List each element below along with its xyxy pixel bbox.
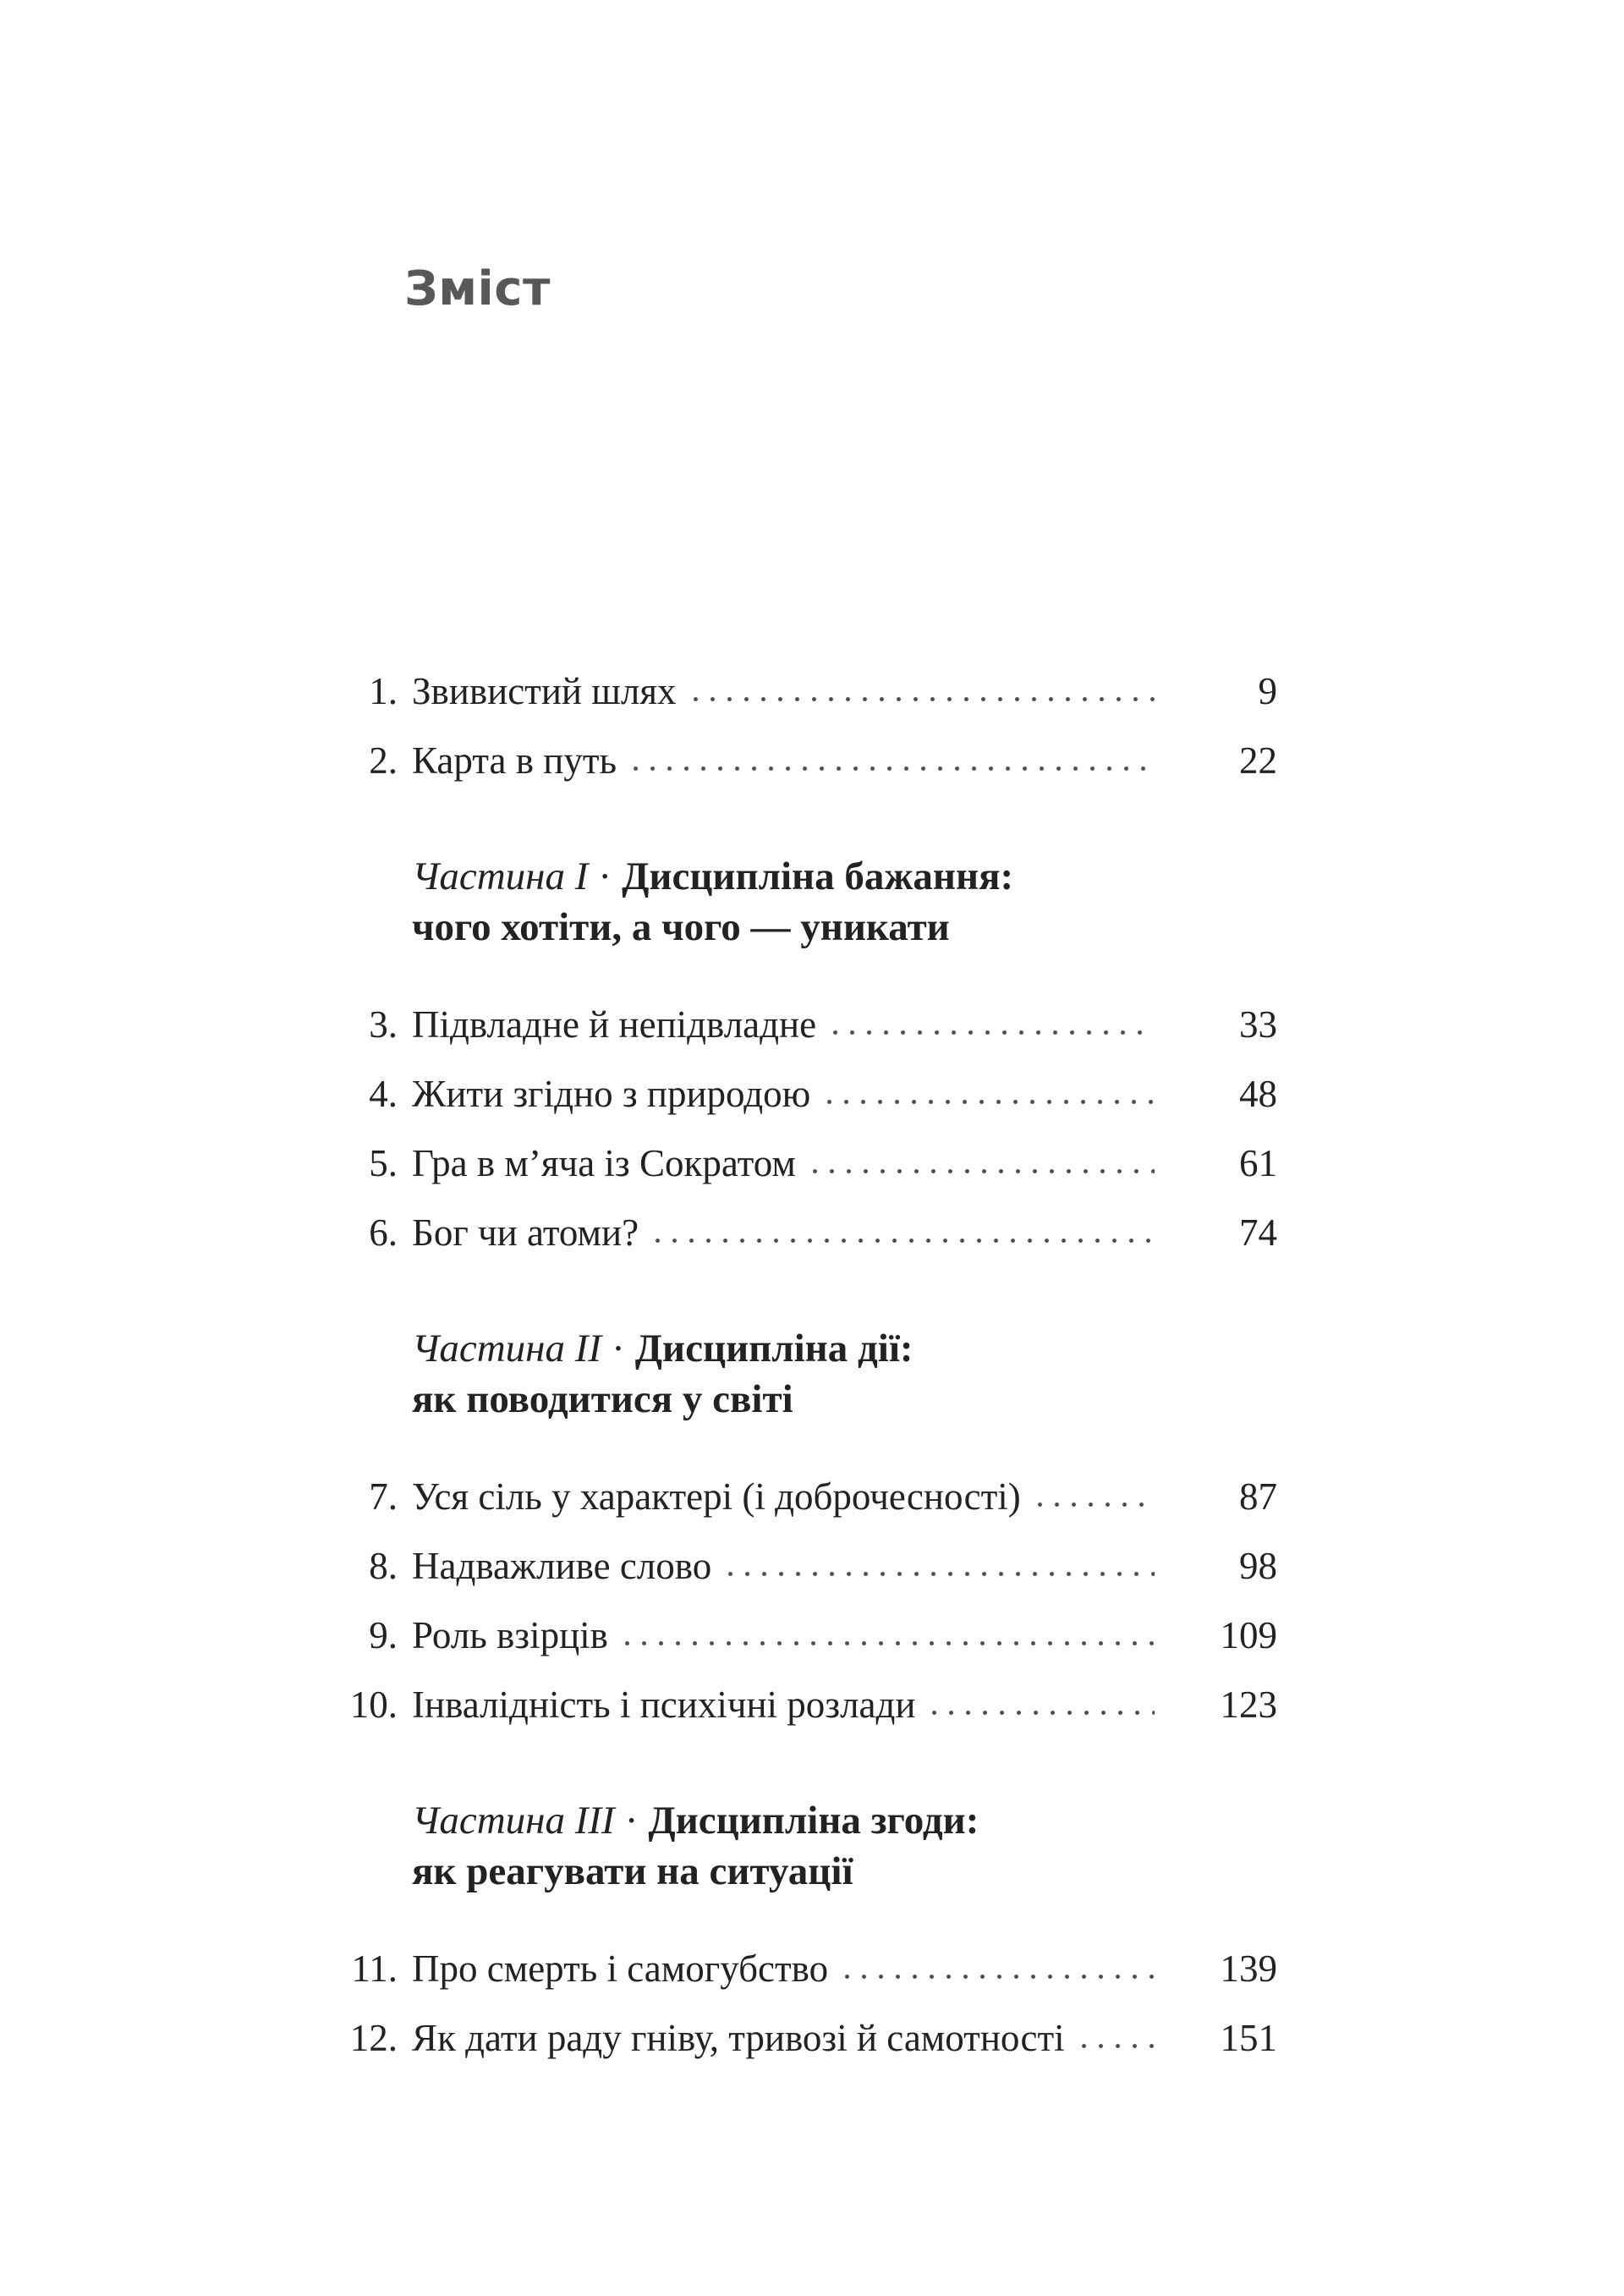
part-heading — [338, 1323, 1277, 1425]
dot-leader — [809, 1129, 1155, 1198]
toc-entry — [338, 2003, 1277, 2073]
part-label: Частина I — [412, 854, 589, 898]
toc-entry-page: 151 — [1220, 2017, 1277, 2059]
toc-entry-page: 123 — [1220, 1684, 1277, 1726]
dot-leader — [725, 1531, 1155, 1601]
toc-entry-number: 12. — [349, 2017, 398, 2059]
toc-entry — [338, 1462, 1277, 1531]
part-separator: · — [598, 854, 612, 898]
dot-leader — [622, 1601, 1155, 1670]
toc-entry-number: 11. — [351, 1947, 398, 1990]
dot-leader — [652, 1198, 1155, 1267]
toc-entry — [338, 1670, 1277, 1739]
toc-entry — [338, 1198, 1277, 1267]
dot-leader — [690, 656, 1155, 726]
toc-entry-number: 7. — [369, 1475, 398, 1518]
toc-entry-title: Карта в путь — [412, 739, 617, 782]
toc-entry-number: 3. — [369, 1003, 398, 1046]
toc-entry — [338, 726, 1277, 795]
part-title-line1: Дисципліна дії: — [634, 1327, 914, 1370]
toc-entry-title: Як дати раду гніву, тривозі й самотності — [412, 2017, 1065, 2059]
toc-entry-page: 98 — [1239, 1545, 1277, 1587]
toc-entry-title: Жити згідно з природою — [412, 1073, 811, 1115]
toc-entry-number: 8. — [369, 1545, 398, 1587]
toc-entry — [338, 1129, 1277, 1198]
toc-entry — [338, 1601, 1277, 1670]
toc-entry-page: 109 — [1220, 1614, 1277, 1656]
part-heading-line1 — [412, 1323, 1277, 1374]
dot-leader — [1034, 1462, 1155, 1531]
part-heading — [338, 1795, 1277, 1897]
toc-entry-page: 61 — [1239, 1142, 1277, 1184]
toc-entry-number: 5. — [369, 1142, 398, 1184]
toc-entry-title: Надважливе слово — [412, 1545, 712, 1587]
dot-leader — [842, 1934, 1155, 2003]
toc-entry — [338, 1059, 1277, 1129]
part-title-line2: як поводитися у світі — [412, 1377, 793, 1421]
part-label: Частина II — [412, 1327, 602, 1370]
toc-entry-number: 10. — [349, 1684, 398, 1726]
toc-entry-title: Інвалідність і психічні розлади — [412, 1684, 916, 1726]
toc-entry-number: 9. — [369, 1614, 398, 1656]
dot-leader — [929, 1670, 1155, 1739]
toc-entry-page: 74 — [1239, 1211, 1277, 1254]
part-title-line1: Дисципліна згоди: — [648, 1799, 979, 1843]
toc-entry-title: Бог чи атоми? — [412, 1211, 639, 1254]
toc-entry-page: 22 — [1239, 739, 1277, 782]
toc-entry-title: Уся сіль у характері (і доброчесності) — [412, 1475, 1021, 1518]
part-separator: · — [624, 1799, 639, 1843]
dot-leader — [824, 1059, 1155, 1129]
toc-entry-page: 87 — [1239, 1475, 1277, 1518]
dot-leader — [830, 990, 1155, 1059]
toc-entry — [338, 990, 1277, 1059]
part-heading-line1 — [412, 1795, 1277, 1846]
toc-entry-title: Про смерть і самогубство — [412, 1947, 829, 1990]
part-title-line1: Дисципліна бажання: — [622, 854, 1014, 898]
toc-entry-title: Підвладне й непідвладне — [412, 1003, 817, 1046]
dot-leader — [630, 726, 1155, 795]
part-separator: · — [612, 1327, 625, 1370]
part-title-line2: чого хотіти, а чого — уникати — [412, 905, 950, 949]
toc-entry-page: 9 — [1258, 670, 1277, 712]
toc-entry-number: 1. — [369, 670, 398, 712]
dot-leader — [1078, 2003, 1155, 2073]
toc-entry — [338, 1934, 1277, 2003]
toc-entry-number: 4. — [369, 1073, 398, 1115]
toc-entry-number: 6. — [369, 1211, 398, 1254]
toc-entry-page: 33 — [1239, 1003, 1277, 1046]
toc-entry — [338, 656, 1277, 726]
toc-entry-number: 2. — [369, 739, 398, 782]
part-title-line2: як реагувати на ситуації — [412, 1849, 853, 1893]
toc-entry-title: Гра в м’яча із Сократом — [412, 1142, 796, 1184]
page-title: Зміст — [404, 261, 551, 316]
toc-entry-title: Роль взірців — [412, 1614, 608, 1656]
table-of-contents — [338, 656, 1277, 2073]
part-label: Частина III — [412, 1799, 615, 1843]
toc-entry — [338, 1531, 1277, 1601]
part-heading-line1 — [412, 851, 1277, 902]
toc-entry-page: 139 — [1220, 1947, 1277, 1990]
toc-entry-page: 48 — [1239, 1073, 1277, 1115]
toc-entry-title: Звивистий шлях — [412, 670, 677, 712]
part-heading — [338, 851, 1277, 953]
